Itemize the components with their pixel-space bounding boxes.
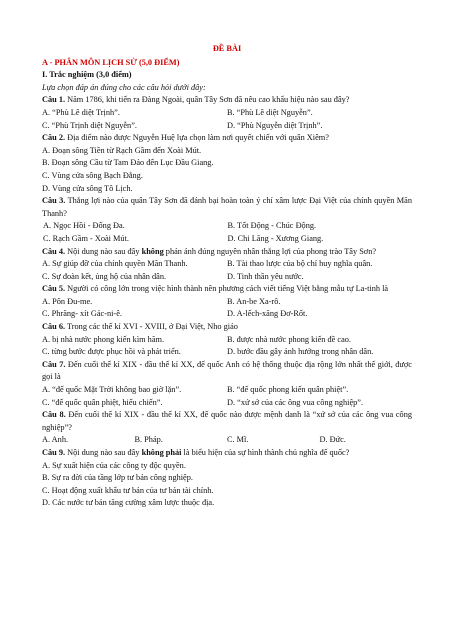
question-4: [42, 246, 412, 284]
question-number: Câu 3.: [42, 196, 66, 206]
option-c: C. “đế quốc quân phiệt, hiếu chiến”.: [42, 397, 163, 407]
option-b: B. được nhà nước phong kiến đề cao.: [227, 334, 351, 344]
option-c: C. “Phù Trịnh diệt Nguyễn”.: [42, 120, 137, 130]
option-a: A. bị nhà nước phong kiến kìm hãm.: [42, 334, 165, 344]
exam-title: ĐỀ BÀI: [212, 44, 242, 53]
question-1: [42, 94, 412, 132]
option-c: C. Hoạt động xuất khẩu tư bản của tư bản tài chính.: [42, 485, 214, 495]
question-stem: Câu 6. Trong các thế kỉ XVI - XVIII, ở Đại Việt, Nho giáo: [42, 322, 238, 332]
option-c: C. Vùng cửa sông Bạch Đằng.: [42, 170, 143, 180]
question-stem: Câu 7. Đến cuối thế kỉ XIX - đầu thế kỉ XX, đế quốc Anh có hệ thống thuộc địa rộng lớn nhất thế giới, được gọi là: [42, 359, 412, 382]
question-stem: Câu 1. Năm 1786, khi tiến ra Đàng Ngoài, quân Tây Sơn đã nêu cao khẩu hiệu nào sau đây?: [42, 95, 350, 105]
emphasis-word: không: [141, 246, 164, 256]
question-number: Câu 1.: [42, 95, 66, 105]
option-d: D. “Phù Nguyễn diệt Trịnh”.: [227, 120, 323, 130]
question-number: Câu 4.: [42, 246, 66, 256]
question-2: [42, 132, 412, 195]
question-7: [42, 359, 412, 409]
option-c: C. Phrăng- xít Gác-ni-ê.: [42, 309, 122, 319]
question-stem: Câu 2. Địa điểm nào được Nguyễn Huệ lựa chọn làm nơi quyết chiến với quân Xiêm?: [42, 133, 329, 143]
question-stem: Câu 4. Nội dung nào sau đây không phản ánh đúng nguyên nhân thắng lợi của phong trào Tây Sơn?: [42, 246, 377, 256]
question-stem: Câu 3. Thắng lợi nào của quân Tây Sơn đã đánh bại hoàn toàn ý chí xâm lược Đại Việt của chính quyền Mãn Thanh?: [42, 196, 412, 218]
option-a: A. Anh.: [42, 435, 69, 445]
question-stem: Câu 9. Nội dung nào sau đây không phải là biểu hiện của sự hình thành chủ nghĩa đế quốc?: [42, 448, 350, 457]
question-number: Câu 6.: [42, 322, 66, 332]
question-3: [42, 195, 412, 245]
option-d: D. bước đầu gây ảnh hưởng trong nhân dân.: [227, 347, 374, 357]
question-9: [42, 447, 412, 510]
option-d: D. Vùng cửa sông Tô Lịch.: [42, 183, 133, 193]
option-a: A. Sự giúp đỡ của chính quyền Mãn Thanh.: [42, 259, 188, 269]
option-c: C. Mĩ.: [227, 435, 249, 445]
option-a: A. “Phù Lê diệt Trịnh”.: [42, 107, 120, 117]
question-6: [42, 321, 412, 359]
option-a: A. Đoạn sông Tiền từ Rạch Gầm đến Xoài Mút.: [42, 145, 202, 155]
question-number: Câu 9.: [42, 448, 66, 457]
question-number: Câu 5.: [42, 284, 66, 294]
option-a: A. “đế quốc Mặt Trời không bao giờ lặn”.: [42, 385, 182, 395]
option-b: B. “đế quốc phong kiến quân phiệt”.: [227, 385, 349, 395]
option-b: B. “Phù Lê diệt Nguyễn”.: [227, 107, 313, 117]
option-b: B. Tốt Động - Chúc Động.: [227, 221, 317, 231]
emphasis-word: không phải: [141, 448, 182, 457]
option-b: B. Tài thao lược của bộ chỉ huy nghĩa quân.: [227, 259, 373, 269]
option-d: D. Chi Lăng - Xương Giang.: [227, 233, 324, 243]
option-d: D. Đức.: [319, 435, 346, 445]
part-1-heading: I. Trắc nghiệm (3,0 điểm): [42, 70, 132, 80]
option-a: A. Sự xuất hiện của các công ty độc quyền.: [42, 460, 186, 470]
option-b: B. Pháp.: [134, 435, 163, 445]
option-d: D. Các nước tư bản tăng cường xâm lược thuộc địa.: [42, 498, 215, 508]
option-b: B. Đoạn sông Cầu từ Tam Đảo đến Lục Đầu Giang.: [42, 158, 214, 168]
option-c: C. Rạch Gầm - Xoài Mút.: [43, 233, 129, 243]
option-b: B. An-be Xa-rô.: [227, 296, 281, 306]
option-d: D. A-lếch-xăng Đơ-Rốt.: [227, 309, 308, 319]
question-number: Câu 8.: [42, 410, 66, 420]
option-a: A. Pôn Đu-me.: [42, 296, 93, 306]
section-a-heading: A - PHÂN MÔN LỊCH SỬ (5,0 ĐIỂM): [42, 57, 180, 67]
question-stem: Câu 8. Đến cuối thế kỉ XIX - đầu thế kỉ XX, đế quốc nào được mệnh danh là “xứ sở của các ông vua công nghiệp”?: [42, 410, 412, 432]
question-8: [42, 409, 412, 447]
option-a: A. Ngọc Hồi - Đống Đa.: [43, 221, 125, 231]
option-d: D. “xứ sở của các ông vua công nghiệp”.: [227, 397, 364, 407]
instruction-text: Lựa chọn đáp án đúng cho các câu hỏi dưới đây:: [42, 82, 206, 92]
question-5: [42, 283, 412, 321]
option-c: C. từng bước được phục hồi và phát triển.: [42, 347, 181, 357]
option-b: B. Sự ra đời của tầng lớp tư bản công nghiệp.: [42, 473, 193, 483]
question-stem: Câu 5. Người có công lớn trong việc hình thành nên phương cách viết tiếng Việt bằng mẫu tự La-tinh là: [42, 284, 389, 294]
question-number: Câu 2.: [42, 133, 66, 143]
option-d: D. Tinh thần yêu nước.: [227, 271, 304, 281]
option-c: C. Sự đoàn kết, ủng hộ của nhân dân.: [42, 271, 167, 281]
question-number: Câu 7.: [42, 359, 66, 369]
